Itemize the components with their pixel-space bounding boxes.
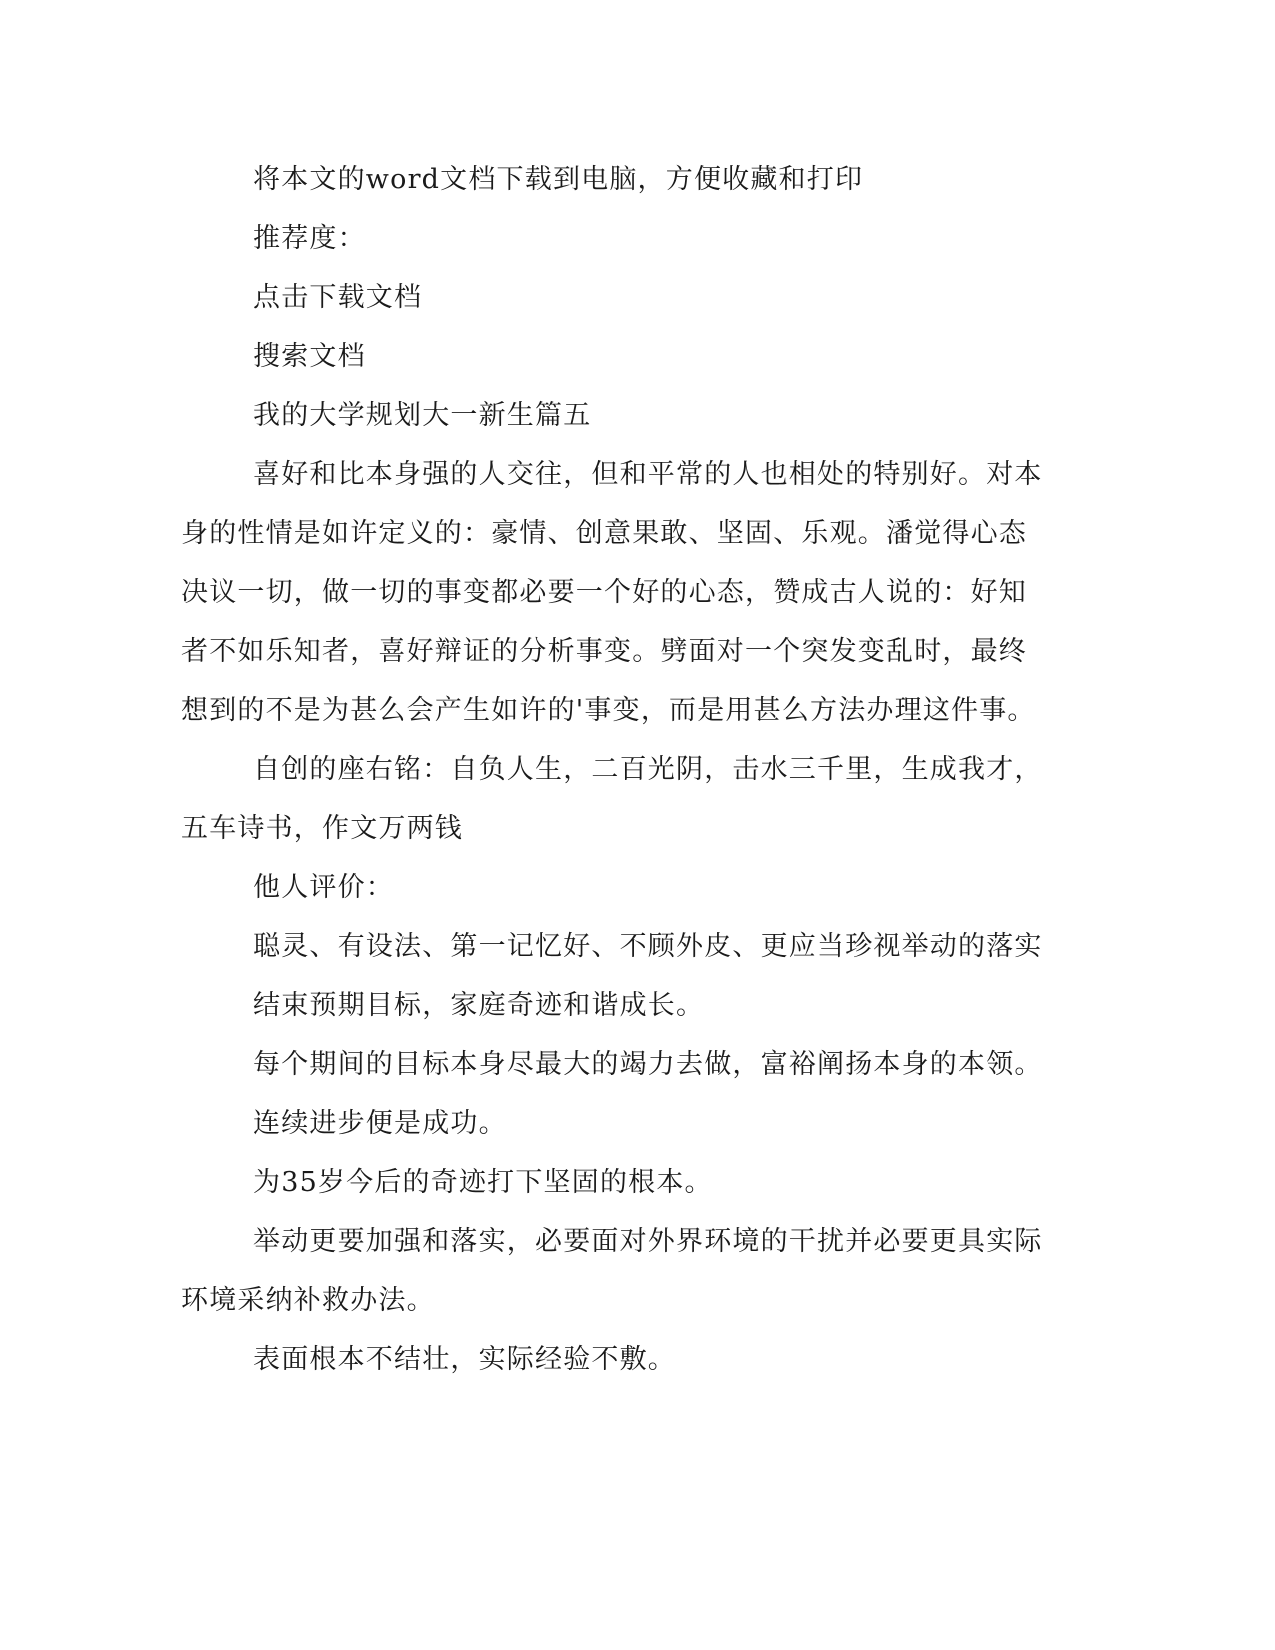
download-notice: 将本文的word文档下载到电脑，方便收藏和打印 (253, 164, 864, 195)
last-line: 表面根本不结壮，实际经验不敷。 (253, 1344, 676, 1375)
paragraph-line: 决议一切，做一切的事变都必要一个好的心态，赞成古人说的：好知 (181, 577, 1027, 608)
paragraph-line: 环境采纳补救办法。 (181, 1285, 435, 1316)
effort-line: 每个期间的目标本身尽最大的竭力去做，富裕阐扬本身的本领。 (253, 1049, 1043, 1080)
paragraph-line: 身的性情是如许定义的：豪情、创意果敢、坚固、乐观。潘觉得心态 (181, 518, 1027, 549)
evaluation-label: 他人评价： (253, 872, 394, 903)
paragraph-line: 五车诗书，作文万两钱 (181, 813, 463, 844)
search-document-link[interactable]: 搜索文档 (253, 341, 366, 372)
download-document-link[interactable]: 点击下载文档 (253, 282, 423, 313)
paragraph-line: 举动更要加强和落实，必要面对外界环境的干扰并必要更具实际 (253, 1226, 1043, 1257)
recommend-label: 推荐度： (253, 223, 366, 254)
paragraph-line: 喜好和比本身强的人交往，但和平常的人也相处的特别好。对本 (253, 459, 1043, 490)
goal-line: 结束预期目标，家庭奇迹和谐成长。 (253, 990, 705, 1021)
section-title: 我的大学规划大一新生篇五 (253, 400, 592, 431)
progress-line: 连续进步便是成功。 (253, 1108, 507, 1139)
foundation-line: 为35岁今后的奇迹打下坚固的根本。 (253, 1167, 713, 1198)
paragraph-line: 者不如乐知者，喜好辩证的分析事变。劈面对一个突发变乱时，最终 (181, 636, 1027, 667)
evaluation-text: 聪灵、有设法、第一记忆好、不顾外皮、更应当珍视举动的落实 (253, 931, 1043, 962)
paragraph-line: 想到的不是为甚么会产生如许的'事变，而是用甚么方法办理这件事。 (181, 695, 1036, 726)
paragraph-line: 自创的座右铭：自负人生，二百光阴，击水三千里，生成我才， (253, 754, 1043, 785)
